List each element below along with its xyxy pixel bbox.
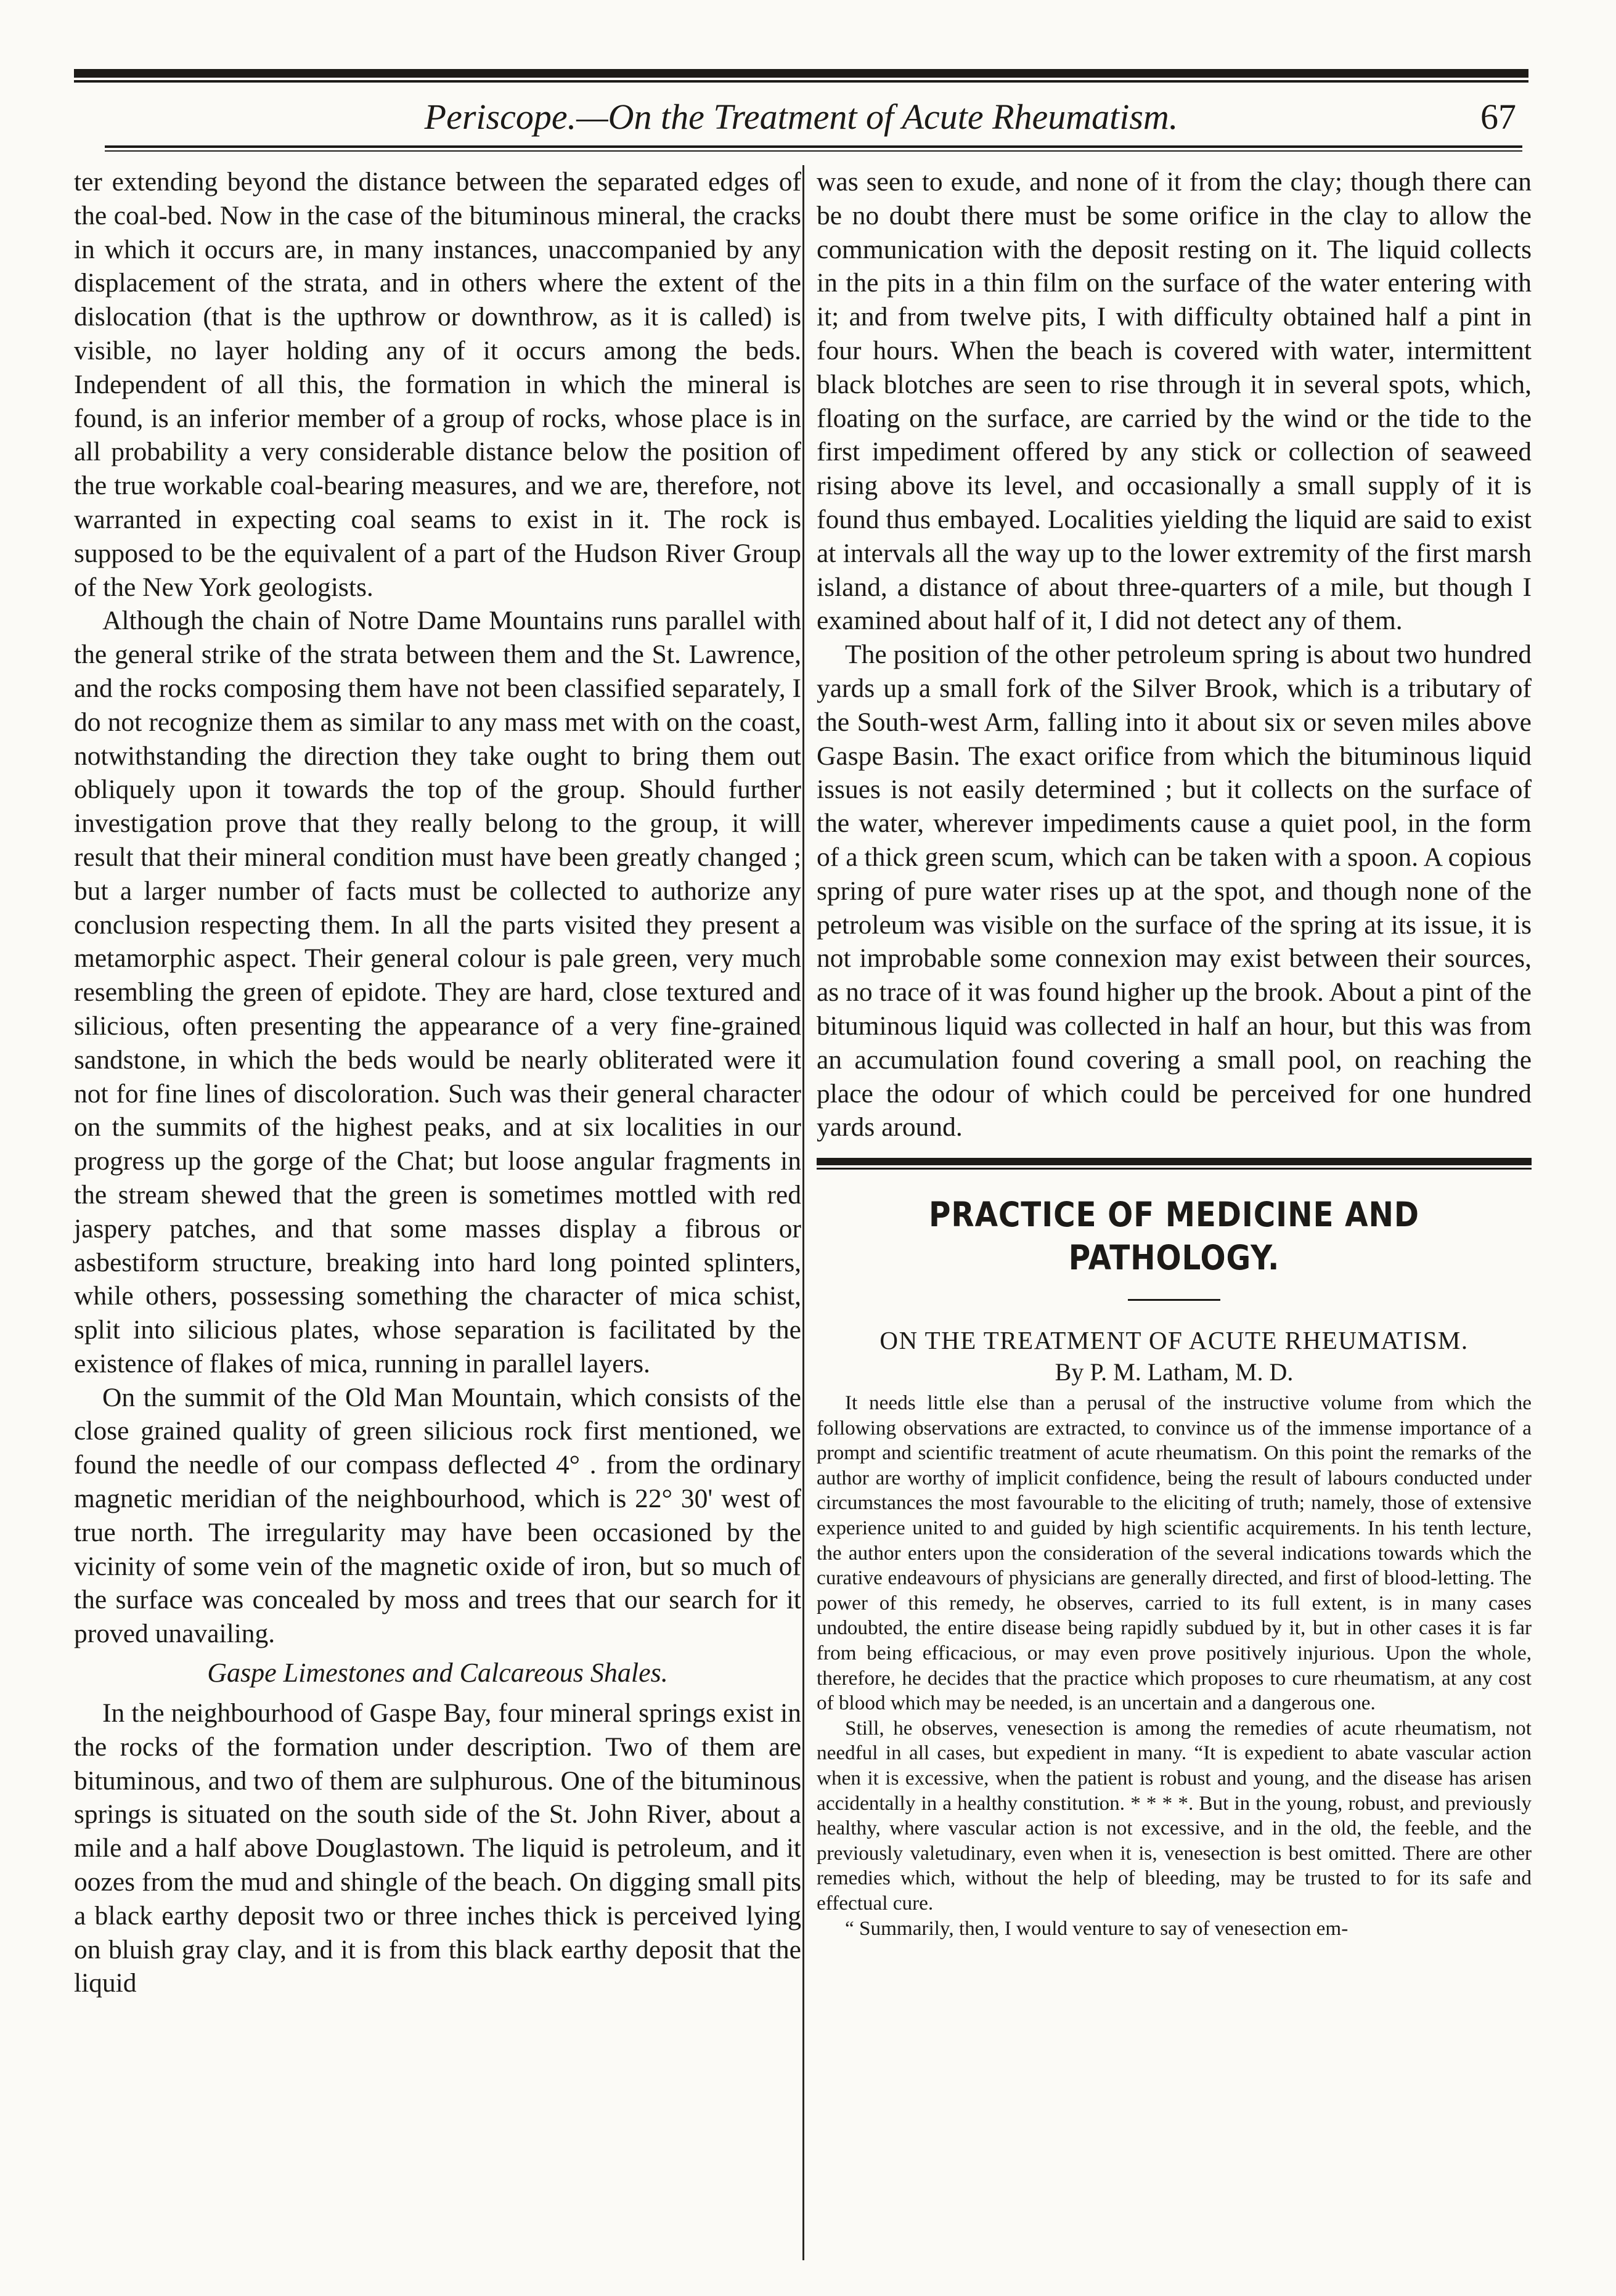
limestones-subheading: Gaspe Limestones and Calcareous Shales. — [207, 1658, 668, 1688]
right-column — [817, 165, 1532, 1941]
top-heavy-rule — [74, 69, 1528, 78]
article-paragraph-3: “ Summarily, then, I would venture to say of venesection em- — [845, 1916, 1349, 1940]
header-rule — [105, 145, 1522, 148]
page-number: 67 — [1480, 97, 1516, 137]
section-rule-thin — [817, 1168, 1532, 1170]
left-paragraph-3: On the summit of the Old Man Mountain, which consists of the close grained quality of green silicious rock first mentioned, we found the needle of our compass deflected 4° . from the ordinary magnetic meridian of the neighbourhood, which is 22° 30' west of true north. The irregularity may have been occasioned by the vicinity of some vein of the magnetic oxide of iron, but so much of the surface was concealed by moss and trees that our search for it proved unavailing. — [74, 1382, 801, 1649]
right-paragraph-2: The position of the other petroleum spring is about two hundred yards up a small fork of the Silver Brook, which is a tributary of the South-west Arm, falling into it about six or seven miles above Gaspe Basin. The exact orifice from which the bituminous liquid issues is not easily determined ; but it collects on the surface of the water, wherever impediments cause a quiet pool, in the form of a thick green scum, which can be taken with a spoon. A copious spring of pure water rises up at the spot, and though none of the petroleum was visible on the surface of the spring at its issue, it is not improbable some connexion may exist between their sources, as no trace of it was found higher up the brook. About a pint of the bituminous liquid was collected in half an hour, but this was from an accumulation found covering a small pool, on reaching the place the odour of which could be perceived for one hundred yards around. — [817, 640, 1532, 1142]
column-divider — [802, 165, 804, 2260]
left-paragraph-2: Although the chain of Notre Dame Mountains runs parallel with the general strike of the strata between them and the St. Lawrence, and the rocks composing them have not been classified separately, I do not recognize them as similar to any mass met with on the coast, notwithstanding the direction they take ought to bring them out obliquely upon it towards the top of the group. Should further investigation prove that they really belong to the group, it will result that their mineral condition must have been greatly changed ; but a larger number of facts must be collected to authorize any conclusion respecting them. In all the parts visited they present a metamorphic aspect. Their general colour is pale green, very much resembling the green of epidote. They are hard, close textured and silicious, often presenting the appearance of a very fine-grained sandstone, in which the beds would be nearly obliterated were it not for fine lines of discoloration. Such was their general character on the summits of the highest peaks, and at six localities in our progress up the gorge of the Chat; but loose angular fragments in the stream shewed that the green is sometimes mottled with red jaspery patches, and that some masses display a fibrous or asbestiform structure, breaking into hard long pointed splinters, while others, possessing something the character of mica schist, split into silicious plates, whose separation is facilitated by the existence of flakes of mica, running in parallel layers. — [74, 606, 801, 1378]
left-paragraph-4: In the neighbourhood of Gaspe Bay, four mineral springs exist in the rocks of the formation under description. Two of them are bituminous, and two of them are sulphurous. One of the bituminous springs is situated on the south side of the St. John River, about a mile and a half above Douglastown. The liquid is petroleum, and it oozes from the mud and shingle of the beach. On digging small pits a black earthy deposit two or three inches thick is perceived lying on bluish gray clay, and it is from this black earthy deposit that the liquid — [74, 1698, 801, 1998]
header-rule-thin — [105, 150, 1522, 152]
article-paragraph-1: It needs little else than a perusal of the instructive volume from which the following observations are extracted, to convince us of the immense importance of a prompt and scientific treatment of acute rheumatism. On this point the remarks of the author are worthy of implicit confidence, being the result of labours conducted under circumstances the most favourable to the eliciting of truth; namely, those of extensive experience united to and guided by high scientific acquirements. In his tenth lecture, the author enters upon the consideration of the several indications towards which the curative endeavours of physicians are generally directed, and first of blood-letting. The power of this remedy, he observes, carried to its full extent, is in many cases undoubted, the entire disease being rapidly subdued by it, but in other cases it is far from being efficacious, or may even prove positively injurious. Upon the whole, therefore, he decides that the practice which proposes to cure rheumatism, at any cost of blood which may be needed, is an uncertain and a dangerous one. — [817, 1391, 1532, 1715]
section-short-rule — [1128, 1299, 1220, 1301]
left-paragraph-1: ter extending beyond the distance between the separated edges of the coal-bed. Now in the case of the bituminous mineral, the cracks in which it occurs are, in many instances, unaccompanied by any displacement of the strata, and in others where the extent of the dislocation (that is the upthrow or downthrow, as it is called) is visible, no layer holding any of it occurs among the beds. Independent of all this, the formation in which the mineral is found, is an inferior member of a group of rocks, whose place is in all probability a very considerable distance below the position of the true workable coal-bearing measures, and we are, therefore, not warranted in expecting coal seams to exist in it. The rock is supposed to be the equivalent of a part of the Hudson River Group of the New York geologists. — [74, 167, 801, 602]
running-title: Periscope.—On the Treatment of Acute Rheumatism. — [424, 97, 1178, 137]
section-rule-thick — [817, 1158, 1532, 1165]
left-column — [74, 165, 801, 2000]
article-byline: By P. M. Latham, M. D. — [1055, 1358, 1294, 1386]
article-paragraph-2: Still, he observes, venesection is among the remedies of acute rheumatism, not needful in all cases, but expedient in many. “It is expedient to abate vascular action when it is excessive, when the patient is robust and young, and the disease has arisen accidentally in a healthy constitution. * * * *. But in the young, robust, and previously healthy, where vascular action is not excessive, and in the old, the feeble, and the previously valetudinary, even when it is, venesection is best omitted. There are other remedies which, without the help of bleeding, may be trusted to for its safe and effectual cure. — [817, 1716, 1532, 1915]
top-thin-rule — [74, 80, 1528, 83]
right-paragraph-1: was seen to exude, and none of it from the clay; though there can be no doubt there must be some orifice in the clay to allow the communication with the deposit resting on it. The liquid collects in the pits in a thin film on the surface of the water entering with it; and from twelve pits, I with difficulty obtained half a pint in four hours. When the beach is covered with water, intermittent black blotches are seen to rise through it in several spots, which, floating on the surface, are carried by the wind or the tide to the first impediment offered by any stick or collection of seaweed rising above its level, and occasionally a small supply of it is found thus embayed. Localities yielding the liquid are said to exist at intervals all the way up to the lower extremity of the first marsh island, a distance of about three-quarters of a mile, but though I examined about half of it, I did not detect any of them. — [817, 167, 1532, 636]
article-title: ON THE TREATMENT OF ACUTE RHEUMATISM. — [879, 1326, 1469, 1355]
running-header — [74, 92, 1528, 142]
section-title: PRACTICE OF MEDICINE AND PATHOLOGY. — [929, 1195, 1419, 1278]
